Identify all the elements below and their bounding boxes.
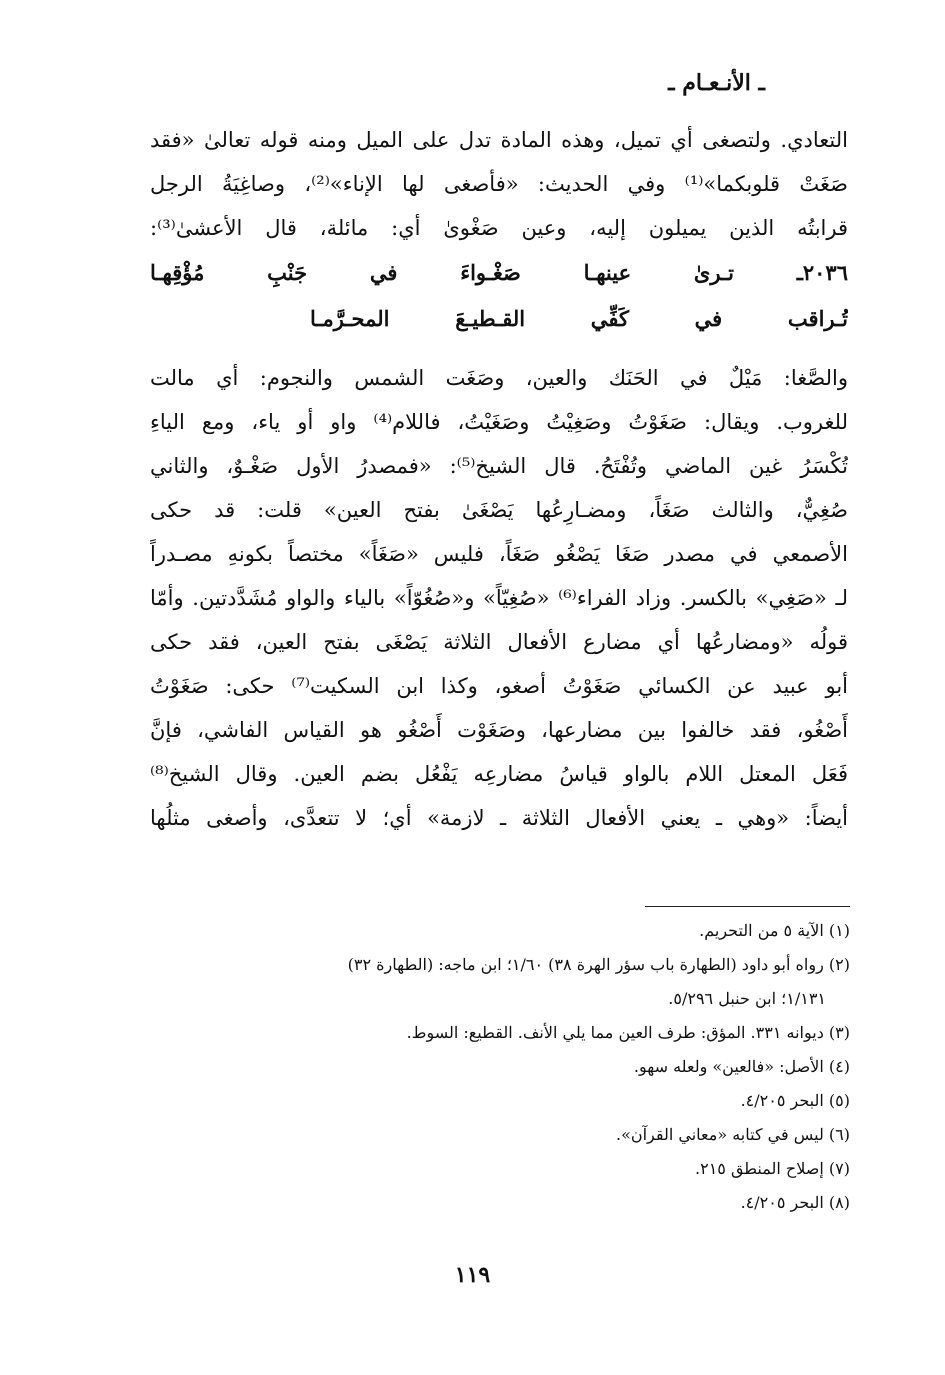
running-header: ـ الأنـعـام ـ	[668, 70, 765, 96]
footnote-continuation: ١/١٣١؛ ابن حنبل ٥/٢٩٦.	[668, 989, 826, 1008]
text-line: أيضاً: «وهي ـ يعني الأفعال الثلاثة ـ لازمة» أي؛ لا تتعدَّى، وأصغى مثلُها	[150, 806, 848, 830]
text-line: الأصمعي في مصدر صَغَا يَصْغُو صَغَاً، فليس «صَغَاً» مختصاً بكونهِ مصـدراً	[150, 542, 848, 566]
text-line: تُكْسَرُ غين الماضي وتُفْتَحُ. قال الشيخ⁽⁵⁾: «فمصدرُ الأول صَغْـوٌ، والثاني	[150, 454, 848, 478]
verse-first-hemistich: ٢٠٣٦ـ تـرىٰ عينهـا صَغْـواءَ في جَنْبِ مُؤْقِهـا	[150, 260, 848, 285]
text-line: صَغَتْ قلوبكما»⁽¹⁾ وفي الحديث: «فأصغى لها الإناء»⁽²⁾، وصاغِيَةُ الرجل	[150, 172, 848, 196]
text-line: التعادي. ولتصغى أي تميل، وهذه المادة تدل على الميل ومنه قوله تعالىٰ «فقد	[150, 128, 848, 152]
footnote: (٨) البحر ٤/٢٠٥.	[740, 1193, 850, 1212]
text-line: قرابتُه الذين يميلون إليه، وعين صَغْوىٰ أي: مائلة، قال الأعشىٰ⁽³⁾:	[150, 216, 848, 240]
text-line: لـ «صَغِي» بالكسر. وزاد الفراء⁽⁶⁾ «صُغِيّاً» و«صُغُوّاً» بالياء والواو مُشَدَّدتين. وأمّا	[150, 586, 848, 610]
footnote: (٢) رواه أبو داود (الطهارة باب سؤر الهرة ٣٨) ١/٦٠؛ ابن ماجه: (الطهارة ٣٢)	[347, 955, 850, 974]
text-line: أبو عبيد عن الكسائي صَغَوْتُ أصغو، وكذا ابن السكيت⁽⁷⁾ حكى: صَغَوْتُ	[150, 674, 848, 698]
page-number: ١١٩	[454, 1262, 491, 1288]
footnotes	[150, 914, 850, 1220]
footnote: (١) الآية ٥ من التحريم.	[699, 921, 850, 940]
stanza-gap	[150, 342, 848, 356]
verse-second-hemistich: تُـراقب في كَفِّي القـطيـعَ المحـرَّمـا	[310, 306, 848, 331]
footnote-separator	[645, 906, 850, 907]
text-line: والصَّغا: مَيْلٌ في الحَنَك والعين، وصَغَت الشمس والنجوم: أي مالت	[150, 366, 848, 390]
text-line: قولُه «ومضارعُها أي مضارع الأفعال الثلاثة يَصْغَى بفتح العين، فقد حكى	[150, 630, 848, 654]
footnote: (٧) إصلاح المنطق ٢١٥.	[695, 1159, 850, 1178]
text-line: صُغِيٌّ، والثالث صَغَاً، ومضـارِعُها يَصْغَىٰ بفتح العين» قلت: قد حكى	[150, 498, 848, 522]
footnote: (٤) الأصل: «فالعين» ولعله سهو.	[633, 1057, 850, 1076]
footnote: (٣) ديوانه ٣٣١. المؤق: طرف العين مما يلي الأنف. القطيع: السوط.	[406, 1023, 850, 1042]
footnote: (٥) البحر ٤/٢٠٥.	[740, 1091, 850, 1110]
text-line: للغروب. ويقال: صَغَوْتُ وصَغِيْتُ وصَغَيْتُ، فاللام⁽⁴⁾ واو أو ياء، ومع الياءِ	[150, 410, 848, 434]
main-text	[150, 118, 848, 840]
text-line: أَصْغُو، فقد خالفوا بين مضارعها، وصَغَوْت أَصْغُو هو القياس الفاشي، فإنَّ	[150, 718, 848, 742]
footnote: (٦) ليس في كتابه «معاني القرآن».	[615, 1125, 850, 1144]
text-line: فَعَل المعتل اللام بالواو قياسُ مضارعِه يَفْعُل بضم العين. وقال الشيخ⁽⁸⁾	[150, 762, 848, 786]
